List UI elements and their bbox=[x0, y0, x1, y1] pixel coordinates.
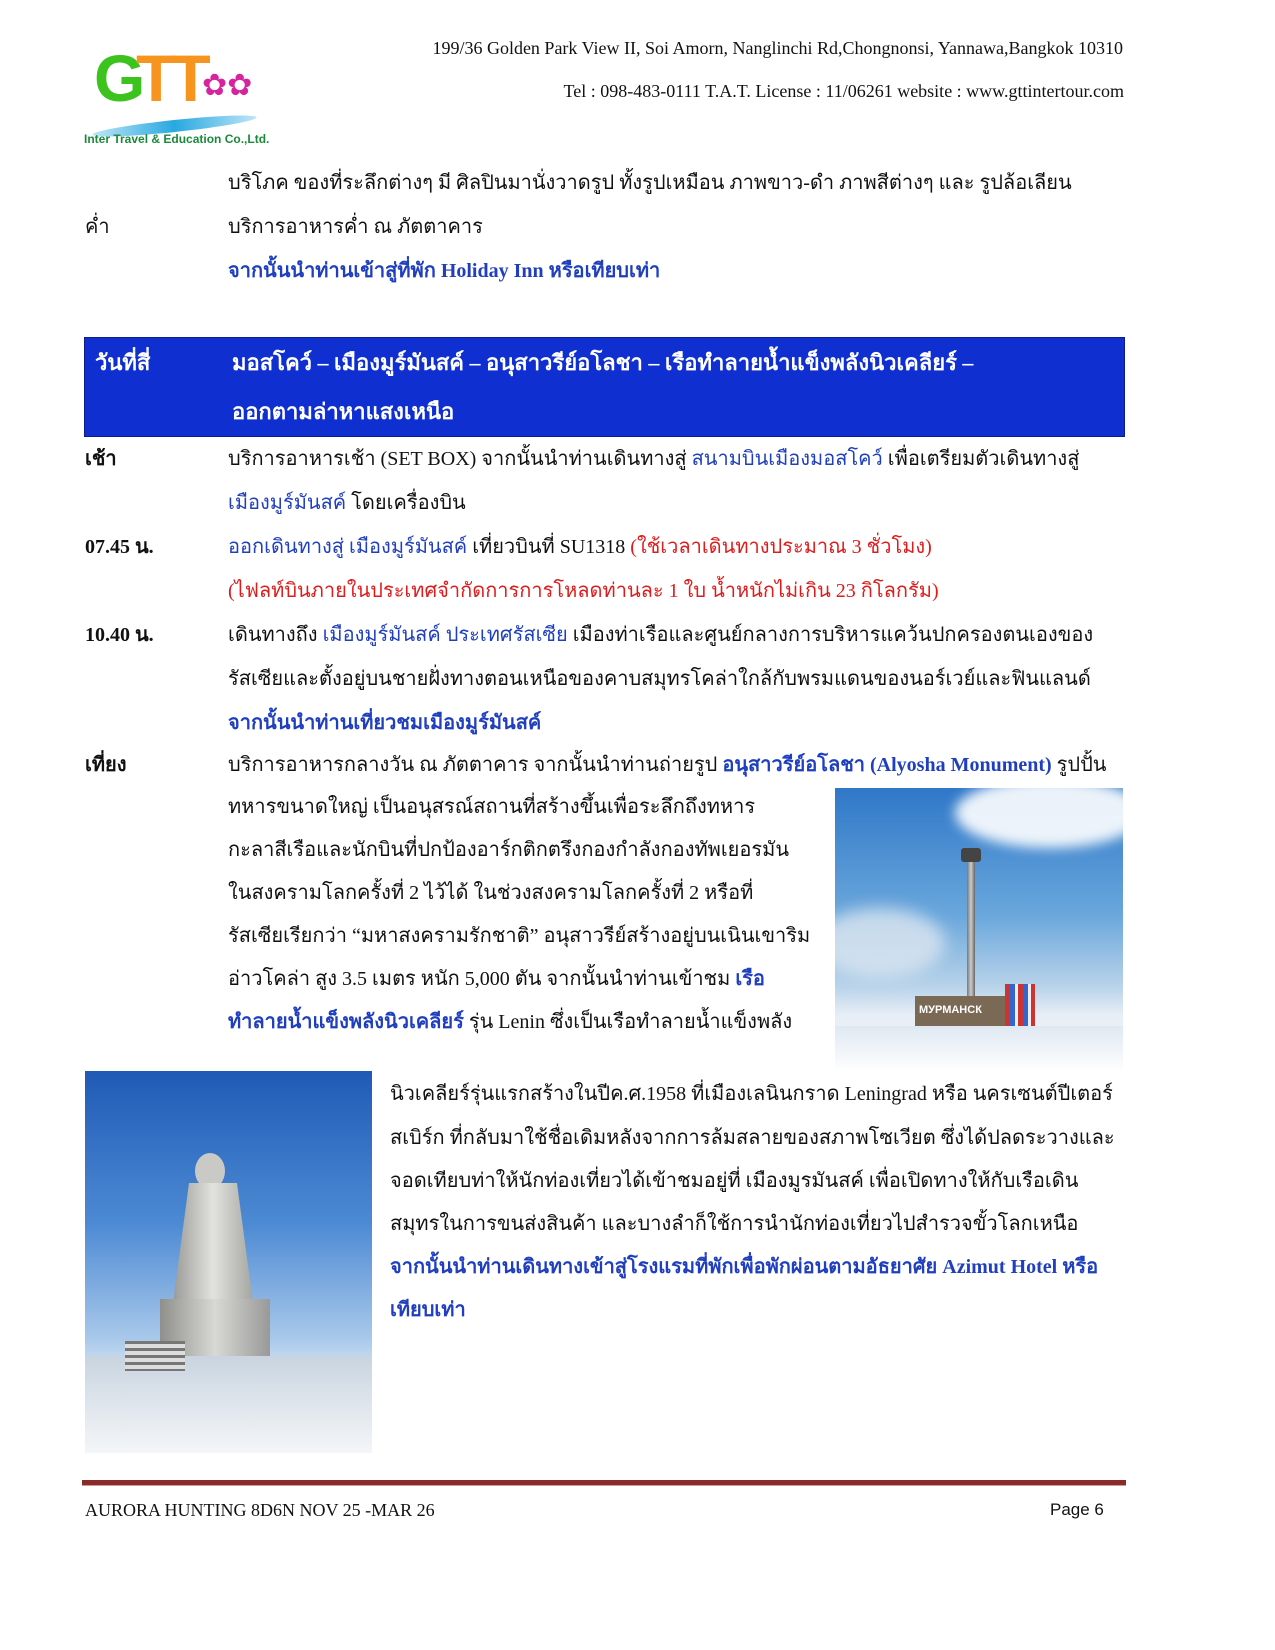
schedule-line bbox=[228, 576, 939, 606]
time-label: 07.45 น. bbox=[85, 536, 154, 558]
schedule-line bbox=[228, 921, 810, 951]
text-segment: โดยเครื่องบิน bbox=[346, 492, 466, 514]
schedule-line bbox=[228, 964, 765, 994]
time-label: 10.40 น. bbox=[85, 624, 154, 646]
snow-ground bbox=[835, 1026, 1123, 1072]
cloud bbox=[835, 908, 945, 978]
text-segment: ทหารขนาดใหญ่ เป็นอนุสรณ์สถานที่สร้างขึ้นเพื่อระลึกถึงทหาร bbox=[228, 796, 756, 818]
highlight-segment: เทียบเท่า bbox=[390, 1299, 466, 1321]
schedule-line bbox=[228, 708, 541, 738]
text-segment: สมุทรในการขนส่งสินค้า และบางลำก็ใช้การนำนักท่องเที่ยวไปสำรวจขั้วโลกเหนือ bbox=[390, 1213, 1079, 1235]
cloud bbox=[955, 788, 1123, 848]
highlight-segment: ออกเดินทางสู่ เมืองมูร์มันสค์ bbox=[228, 536, 468, 558]
intro-line: บริโภค ของที่ระลึกต่างๆ มี ศิลปินมานั่งวาดรูป ทั้งรูปเหมือน ภาพขาว-ดำ ภาพสีต่างๆ และ รูปล้อเลียน bbox=[228, 172, 1072, 194]
text-segment: บริการอาหารเช้า (SET BOX) จากนั้นนำท่านเดินทางสู่ bbox=[228, 448, 692, 470]
page-number: Page 6 bbox=[1050, 1500, 1104, 1519]
day-title-line2: ออกตามล่าหาแสงเหนือ bbox=[232, 399, 455, 424]
text-segment: บริการอาหารกลางวัน ณ ภัตตาคาร จากนั้นนำท่านถ่ายรูป bbox=[228, 754, 723, 776]
logo-subtitle: Inter Travel & Education Co.,Ltd. bbox=[84, 132, 270, 146]
company-logo bbox=[84, 40, 270, 150]
schedule-line bbox=[390, 1252, 1098, 1282]
sign-text: МУРМАНСК bbox=[919, 1004, 982, 1016]
time-label: เที่ยง bbox=[85, 754, 127, 776]
statue-body bbox=[173, 1183, 253, 1303]
day-label: วันที่สี่ bbox=[95, 350, 151, 375]
text-segment: จอดเทียบท่าให้นักท่องเที่ยวได้เข้าชมอยู่ที่ เมืองมูรมันสค์ เพื่อเปิดทางให้กับเรือเดิน bbox=[390, 1170, 1079, 1192]
flower-icon: ✿✿ bbox=[202, 69, 253, 102]
dinner-text: บริการอาหารค่ำ ณ ภัตตาคาร bbox=[228, 216, 483, 238]
highlight-segment: เรือ bbox=[735, 968, 765, 990]
schedule-line bbox=[228, 750, 1106, 780]
note-segment: (ใช้เวลาเดินทางประมาณ 3 ชั่วโมง) bbox=[630, 536, 932, 558]
highlight-segment: เมืองมูร์มันสค์ ประเทศรัสเซีย bbox=[322, 624, 568, 646]
schedule-line bbox=[390, 1166, 1078, 1196]
logo-letters-tt: TT bbox=[136, 41, 205, 115]
text-segment: เที่ยวบินที่ SU1318 bbox=[467, 536, 631, 558]
highlight-segment: เมืองมูร์มันสค์ bbox=[228, 492, 347, 514]
schedule-line bbox=[390, 1079, 1113, 1109]
highlight-segment: ทำลายน้ำแข็งพลังนิวเคลียร์ bbox=[228, 1011, 464, 1033]
highlight-segment: อนุสาวรีย์อโลชา (Alyosha Monument) bbox=[722, 754, 1052, 776]
footer-rule bbox=[82, 1480, 1126, 1486]
schedule-line bbox=[228, 792, 755, 822]
text-segment: เพื่อเตรียมตัวเดินทางสู่ bbox=[882, 448, 1080, 470]
highlight-segment: จากนั้นนำท่านเดินทางเข้าสู่โรงแรมที่พักเพื่อพักผ่อนตามอัธยาศัย Azimut Hotel หรือ bbox=[390, 1256, 1099, 1278]
schedule-line bbox=[228, 444, 1079, 474]
day-title-line1: มอสโคว์ – เมืองมูร์มันสค์ – อนุสาวรีย์อโลชา – เรือทำลายน้ำแข็งพลังนิวเคลียร์ – bbox=[232, 350, 974, 375]
day-header-band bbox=[84, 337, 1125, 437]
alyosha-monument-photo bbox=[85, 1071, 372, 1453]
text-segment: รูปปั้น bbox=[1051, 754, 1107, 776]
schedule-line bbox=[390, 1295, 466, 1325]
stele-pole bbox=[967, 858, 975, 1008]
steps bbox=[125, 1341, 185, 1371]
text-segment: อ่าวโคล่า สูง 3.5 เมตร หนัก 5,000 ตัน จากนั้นนำท่านเข้าชม bbox=[228, 968, 736, 990]
schedule-line bbox=[228, 532, 932, 562]
schedule-line bbox=[390, 1209, 1078, 1239]
text-segment: เดินทางถึง bbox=[228, 624, 323, 646]
note-segment: (ไฟลท์บินภายในประเทศจำกัดการการโหลดท่านละ 1 ใบ น้ำหนักไม่เกิน 23 กิโลกรัม) bbox=[228, 580, 939, 602]
text-segment: รัสเซียเรียกว่า “มหาสงครามรักชาติ” อนุสาวรีย์สร้างอยู่บนเนินเขาริม bbox=[228, 925, 811, 947]
schedule-line bbox=[228, 664, 1091, 694]
highlight-segment: จากนั้นนำท่านเที่ยวชมเมืองมูร์มันสค์ bbox=[228, 712, 542, 734]
murmansk-monument-photo bbox=[835, 788, 1123, 1072]
stele-top bbox=[961, 848, 981, 862]
text-segment: สเบิร์ก ที่กลับมาใช้ชื่อเดิมหลังจากการล้มสลายของสภาพโซเวียต ซึ่งได้ปลดระวางและ bbox=[390, 1127, 1115, 1149]
company-contact: Tel : 098-483-0111 T.A.T. License : 11/06261 website : www.gttintertour.com bbox=[563, 81, 1124, 101]
text-segment: กะลาสีเรือและนักบินที่ปกป้องอาร์กติกตรึงกองกำลังกองทัพเยอรมัน bbox=[228, 839, 789, 861]
colored-panels bbox=[1005, 984, 1035, 1028]
text-segment: รุ่น Lenin ซึ่งเป็นเรือทำลายน้ำแข็งพลัง bbox=[463, 1011, 793, 1033]
schedule-line bbox=[228, 1007, 792, 1037]
schedule-line bbox=[228, 620, 1093, 650]
text-segment: เมืองท่าเรือและศูนย์กลางการบริหารแคว้นปกครองตนเองของ bbox=[567, 624, 1094, 646]
text-segment: ในสงครามโลกครั้งที่ 2 ไว้ได้ ในช่วงสงครามโลกครั้งที่ 2 หรือที่ bbox=[228, 882, 754, 904]
company-address: 199/36 Golden Park View II, Soi Amorn, Nanglinchi Rd,Chongnonsi, Yannawa,Bangkok 10310 bbox=[432, 38, 1123, 58]
hotel-text: จากนั้นนำท่านเข้าสู่ที่พัก Holiday Inn หรือเทียบเท่า bbox=[228, 260, 661, 282]
time-label: เช้า bbox=[85, 448, 117, 470]
highlight-segment: สนามบินเมืองมอสโคว์ bbox=[691, 448, 883, 470]
footer-tour-name: AURORA HUNTING 8D6N NOV 25 -MAR 26 bbox=[85, 1500, 435, 1520]
text-segment: นิวเคลียร์รุ่นแรกสร้างในปีค.ศ.1958 ที่เมืองเลนินกราด Leningrad หรือ นครเซนต์ปีเตอร์ bbox=[390, 1083, 1113, 1105]
logo-letter-g: G bbox=[94, 41, 142, 115]
schedule-line bbox=[390, 1123, 1115, 1153]
schedule-line bbox=[228, 835, 789, 865]
text-segment: รัสเซียและตั้งอยู่บนชายฝั่งทางตอนเหนือของคาบสมุทรโคล่าใกล้กับพรมแดนของนอร์เวย์และฟินแลนด์ bbox=[228, 668, 1091, 690]
schedule-line bbox=[228, 488, 466, 518]
schedule-line bbox=[228, 878, 753, 908]
dinner-label: ค่ำ bbox=[85, 216, 110, 238]
